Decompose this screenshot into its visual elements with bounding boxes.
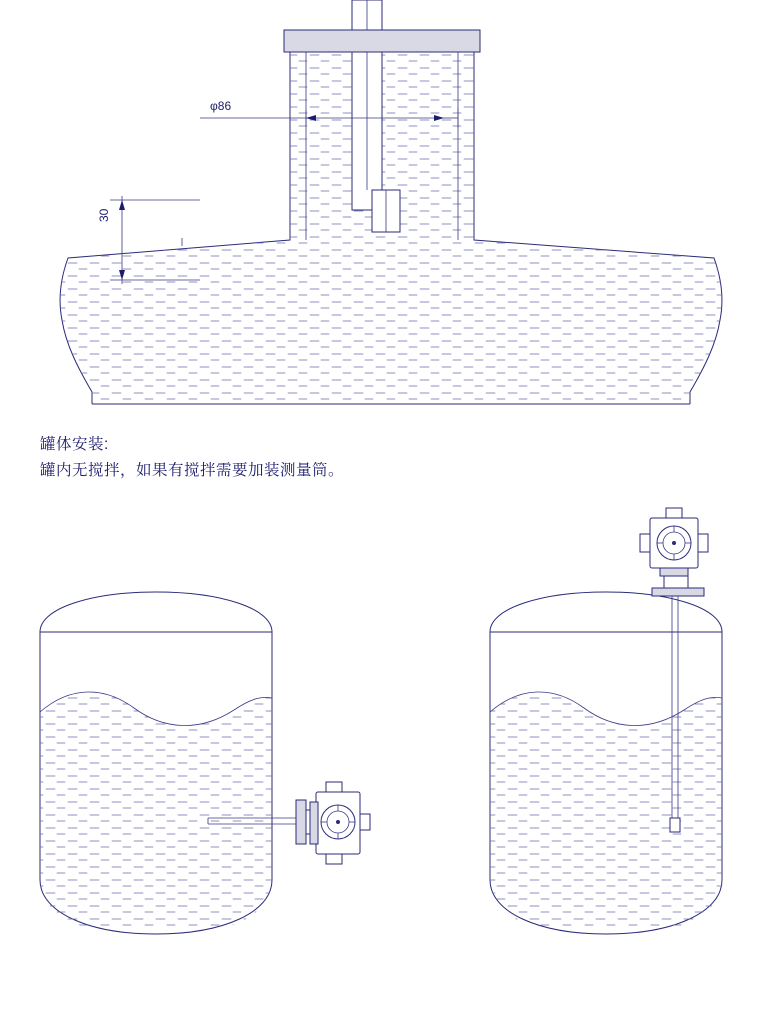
- level-transmitter-top: [640, 508, 708, 576]
- dimension-label-30: 30: [97, 208, 111, 222]
- bottom-figures: [0, 500, 772, 1024]
- caption-line-1: 罐体安装:: [40, 436, 109, 453]
- figure-tank-top-mount: [488, 508, 728, 940]
- level-transmitter-side: [310, 782, 370, 864]
- caption-line-2: 罐内无搅拌，如果有搅拌需要加装测量筒。: [40, 462, 345, 479]
- figure-tank-side-mount: [38, 592, 370, 940]
- caption-block: [40, 432, 640, 484]
- dimension-label-phi86: φ86: [210, 99, 232, 113]
- top-figure: [0, 0, 772, 420]
